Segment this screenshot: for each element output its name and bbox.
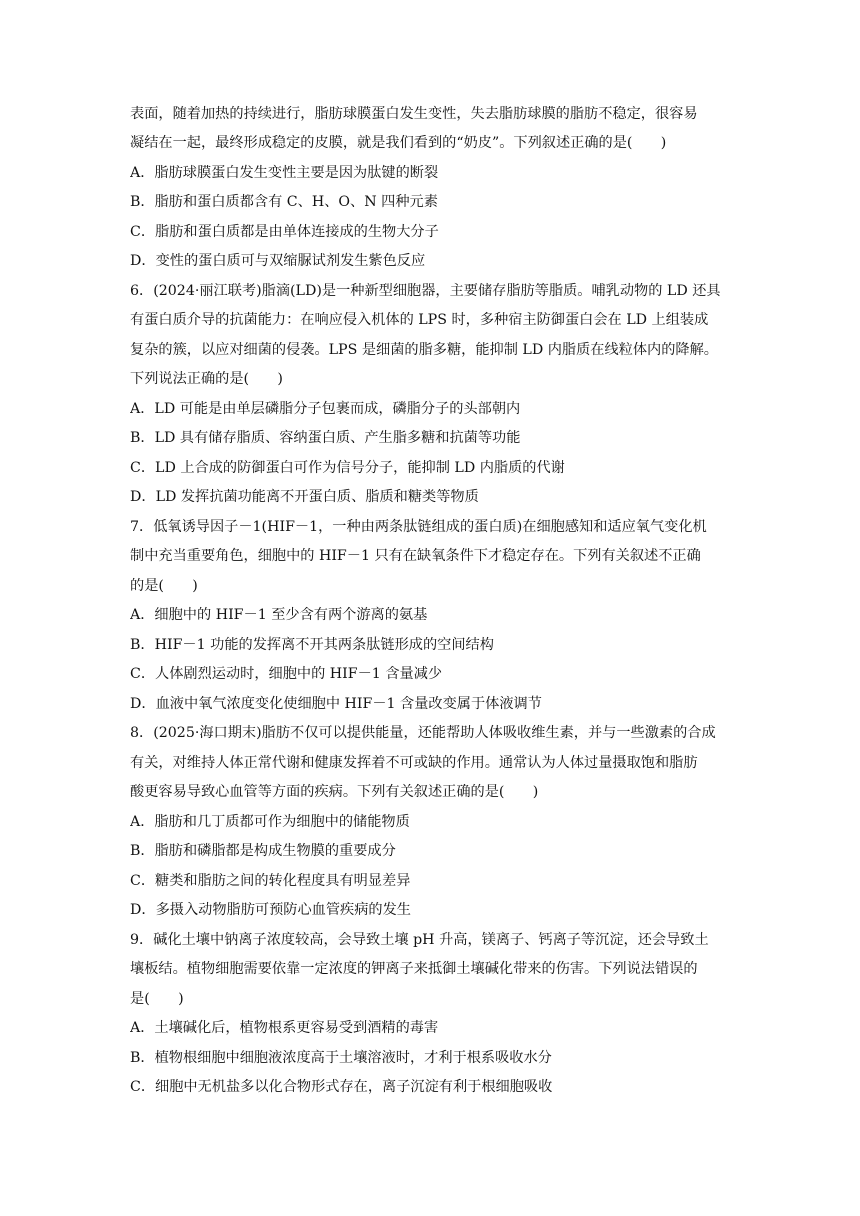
option-line: C．脂肪和蛋白质都是由单体连接成的生物大分子: [130, 224, 439, 240]
question-line: 的是( ): [130, 578, 198, 594]
option-line: D．变性的蛋白质可与双缩脲试剂发生紫色反应: [130, 253, 426, 269]
question-line: 酸更容易导致心血管等方面的疾病。下列有关叙述正确的是( ): [130, 784, 539, 800]
option-line: D．LD 发挥抗菌功能离不开蛋白质、脂质和糖类等物质: [130, 489, 479, 505]
option-line: C．人体剧烈运动时，细胞中的 HIF－1 含量减少: [130, 666, 443, 682]
option-line: D．血液中氧气浓度变化使细胞中 HIF－1 含量改变属于体液调节: [130, 696, 542, 712]
option-line: B．植物根细胞中细胞液浓度高于土壤溶液时，才利于根系吸收水分: [130, 1050, 552, 1066]
question-line: 8．(2025·海口期末)脂肪不仅可以提供能量，还能帮助人体吸收维生素，并与一些激素的合成: [130, 725, 716, 741]
question-line: 壤板结。植物细胞需要依靠一定浓度的钾离子来抵御土壤碱化带来的伤害。下列说法错误的: [130, 961, 698, 977]
text-line: 凝结在一起，最终形成稳定的皮膜，就是我们看到的“奶皮”。下列叙述正确的是( ): [130, 135, 667, 151]
option-line: D．多摄入动物脂肪可预防心血管疾病的发生: [130, 902, 411, 918]
option-line: B．HIF－1 功能的发挥离不开其两条肽链形成的空间结构: [130, 637, 494, 653]
option-line: A．细胞中的 HIF－1 至少含有两个游离的氨基: [130, 607, 428, 623]
option-line: C．糖类和脂肪之间的转化程度具有明显差异: [130, 873, 411, 889]
option-line: A．脂肪球膜蛋白发生变性主要是因为肽键的断裂: [130, 165, 439, 181]
option-line: A．脂肪和几丁质都可作为细胞中的储能物质: [130, 814, 410, 830]
question-line: 有关，对维持人体正常代谢和健康发挥着不可或缺的作用。通常认为人体过量摄取饱和脂肪: [130, 755, 698, 771]
option-line: B．脂肪和蛋白质都含有 C、H、O、N 四种元素: [130, 194, 438, 210]
option-line: B．LD 具有储存脂质、容纳蛋白质、产生脂多糖和抗菌等功能: [130, 430, 521, 446]
question-line: 9．碱化土壤中钠离子浓度较高，会导致土壤 pH 升高，镁离子、钙离子等沉淀，还会导致土: [130, 932, 709, 948]
question-line: 7．低氧诱导因子－1(HIF－1，一种由两条肽链组成的蛋白质)在细胞感知和适应氧气变化机: [130, 519, 707, 535]
question-line: 有蛋白质介导的抗菌能力：在响应侵入机体的 LPS 时，多种宿主防御蛋白会在 LD 上组装成: [130, 312, 709, 328]
question-line: 制中充当重要角色，细胞中的 HIF－1 只有在缺氧条件下才稳定存在。下列有关叙述不正确: [130, 548, 701, 564]
question-line: 6．(2024·丽江联考)脂滴(LD)是一种新型细胞器，主要储存脂肪等脂质。哺乳动物的 LD 还具: [130, 283, 721, 299]
question-line: 是( ): [130, 991, 184, 1007]
text-line: 表面，随着加热的持续进行，脂肪球膜蛋白发生变性，失去脂肪球膜的脂肪不稳定，很容易: [130, 106, 698, 122]
option-line: C．LD 上合成的防御蛋白可作为信号分子，能抑制 LD 内脂质的代谢: [130, 460, 565, 476]
option-line: A．土壤碱化后，植物根系更容易受到酒精的毒害: [130, 1020, 439, 1036]
question-line: 复杂的簇，以应对细菌的侵袭。LPS 是细菌的脂多糖，能抑制 LD 内脂质在线粒体内的降解。: [130, 342, 718, 358]
option-line: C．细胞中无机盐多以化合物形式存在，离子沉淀有利于根细胞吸收: [130, 1079, 553, 1095]
option-line: A．LD 可能是由单层磷脂分子包裹而成，磷脂分子的头部朝内: [130, 401, 521, 417]
option-line: B．脂肪和磷脂都是构成生物膜的重要成分: [130, 843, 396, 859]
question-line: 下列说法正确的是( ): [130, 371, 283, 387]
